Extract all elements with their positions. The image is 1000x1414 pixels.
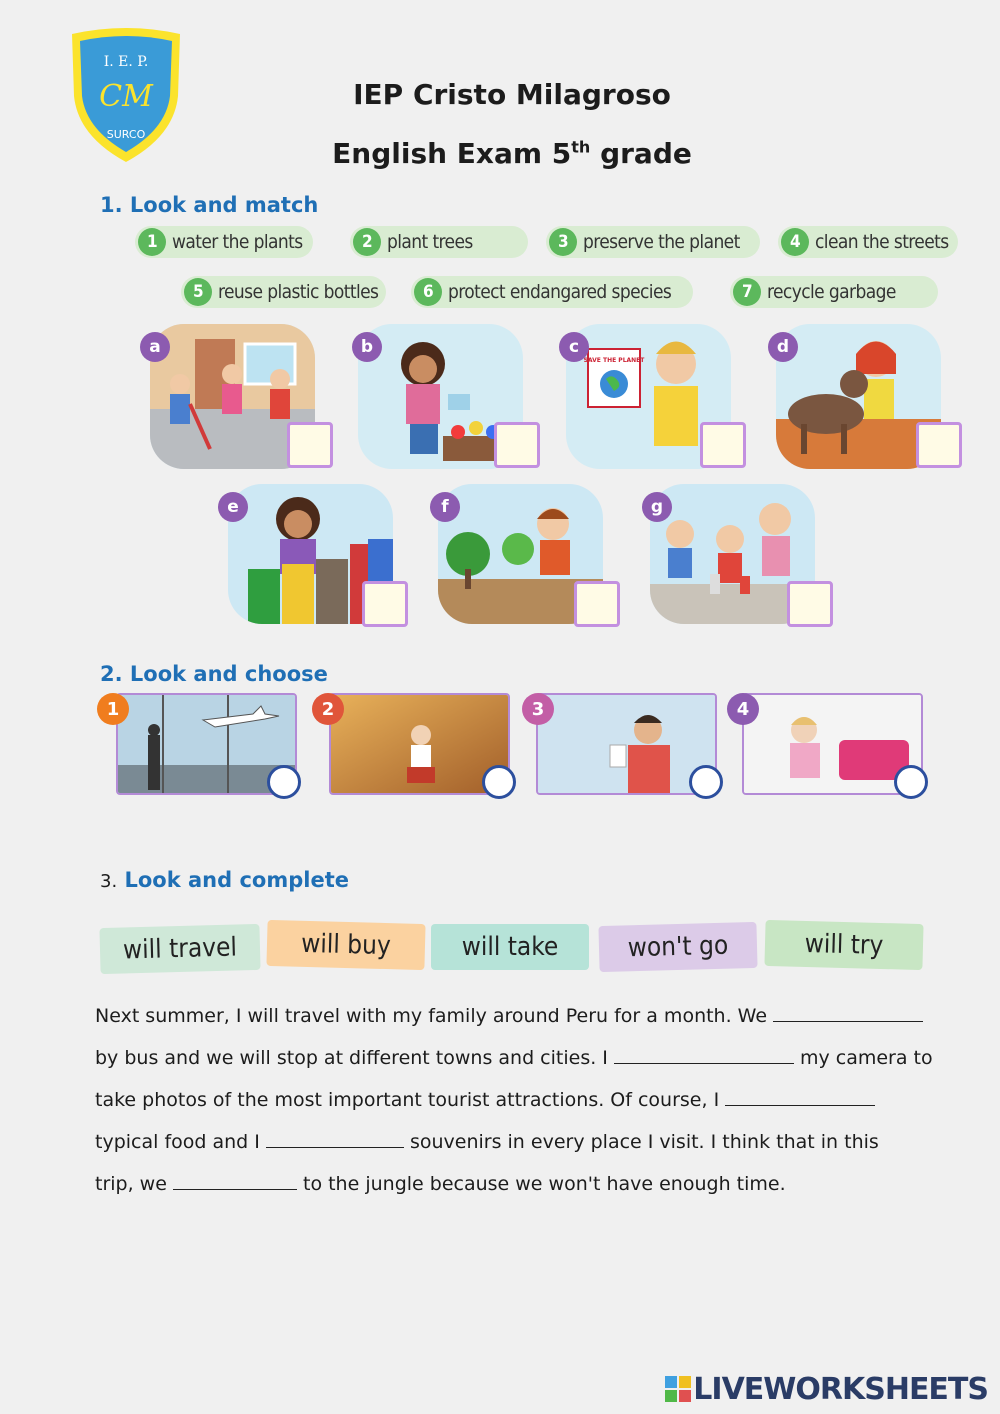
word-chip: will travel — [99, 924, 260, 974]
blank-2[interactable] — [614, 1045, 794, 1064]
answer-box-e[interactable] — [362, 581, 408, 627]
photo-number-4: 4 — [727, 693, 759, 725]
picture-letter-e: e — [218, 492, 248, 522]
svg-text:I. E. P.: I. E. P. — [103, 54, 149, 70]
option-pill: 2 plant trees — [350, 226, 528, 258]
option-pill: 1 water the plants — [135, 226, 313, 258]
text-line: take photos of the most important tourist attractions. Of course, I — [95, 1079, 945, 1121]
option-pill: 5 reuse plastic bottles — [181, 276, 386, 308]
option-pill: 4 clean the streets — [778, 226, 958, 258]
answer-box-a[interactable] — [287, 422, 333, 468]
option-pill: 7 recycle garbage — [730, 276, 938, 308]
section-2-title: 2. Look and choose — [100, 662, 328, 686]
section-3-title: 3. Look and complete — [100, 868, 349, 892]
text-line: typical food and I souvenirs in every place I visit. I think that in this — [95, 1131, 879, 1153]
blank-4[interactable] — [266, 1129, 404, 1148]
option-pill: 3 preserve the planet — [546, 226, 760, 258]
text-line: by bus and we will stop at different towns and cities. I my camera to — [95, 1047, 933, 1069]
picture-letter-a: a — [140, 332, 170, 362]
answer-box-d[interactable] — [916, 422, 962, 468]
section-1-title: 1. Look and match — [100, 193, 319, 217]
option-pill: 6 protect endangared species — [411, 276, 693, 308]
picture-letter-b: b — [352, 332, 382, 362]
word-chip: won't go — [598, 922, 757, 972]
blank-3[interactable] — [725, 1087, 875, 1106]
word-chip: will try — [764, 920, 923, 970]
answer-box-c[interactable] — [700, 422, 746, 468]
svg-text:CM: CM — [99, 79, 153, 114]
choice-radio-3[interactable] — [689, 765, 723, 799]
choice-radio-2[interactable] — [482, 765, 516, 799]
word-chip: will buy — [266, 920, 425, 970]
brand-blocks-icon — [665, 1376, 691, 1402]
photo-number-2: 2 — [312, 693, 344, 725]
choice-radio-1[interactable] — [267, 765, 301, 799]
svg-text:SURCO: SURCO — [106, 128, 146, 141]
picture-letter-f: f — [430, 492, 460, 522]
text-line: trip, we to the jungle because we won't have enough time. — [95, 1173, 786, 1195]
exam-title: English Exam 5th grade — [332, 137, 692, 170]
picture-letter-c: c — [559, 332, 589, 362]
sign-text: SAVE THE PLANET — [583, 357, 645, 364]
blank-1[interactable] — [773, 1003, 923, 1022]
answer-box-g[interactable] — [787, 581, 833, 627]
answer-box-b[interactable] — [494, 422, 540, 468]
blank-5[interactable] — [173, 1171, 297, 1190]
picture-letter-d: d — [768, 332, 798, 362]
word-chip: will take — [431, 924, 589, 970]
paragraph — [95, 995, 945, 1205]
text-line: Next summer, I will travel with my family around Peru for a month. We — [95, 995, 945, 1037]
answer-box-f[interactable] — [574, 581, 620, 627]
picture-letter-g: g — [642, 492, 672, 522]
choice-radio-4[interactable] — [894, 765, 928, 799]
liveworksheets-logo: LIVEWORKSHEETS — [665, 1372, 988, 1407]
photo-number-3: 3 — [522, 693, 554, 725]
photo-number-1: 1 — [97, 693, 129, 725]
school-name: IEP Cristo Milagroso — [353, 78, 671, 111]
